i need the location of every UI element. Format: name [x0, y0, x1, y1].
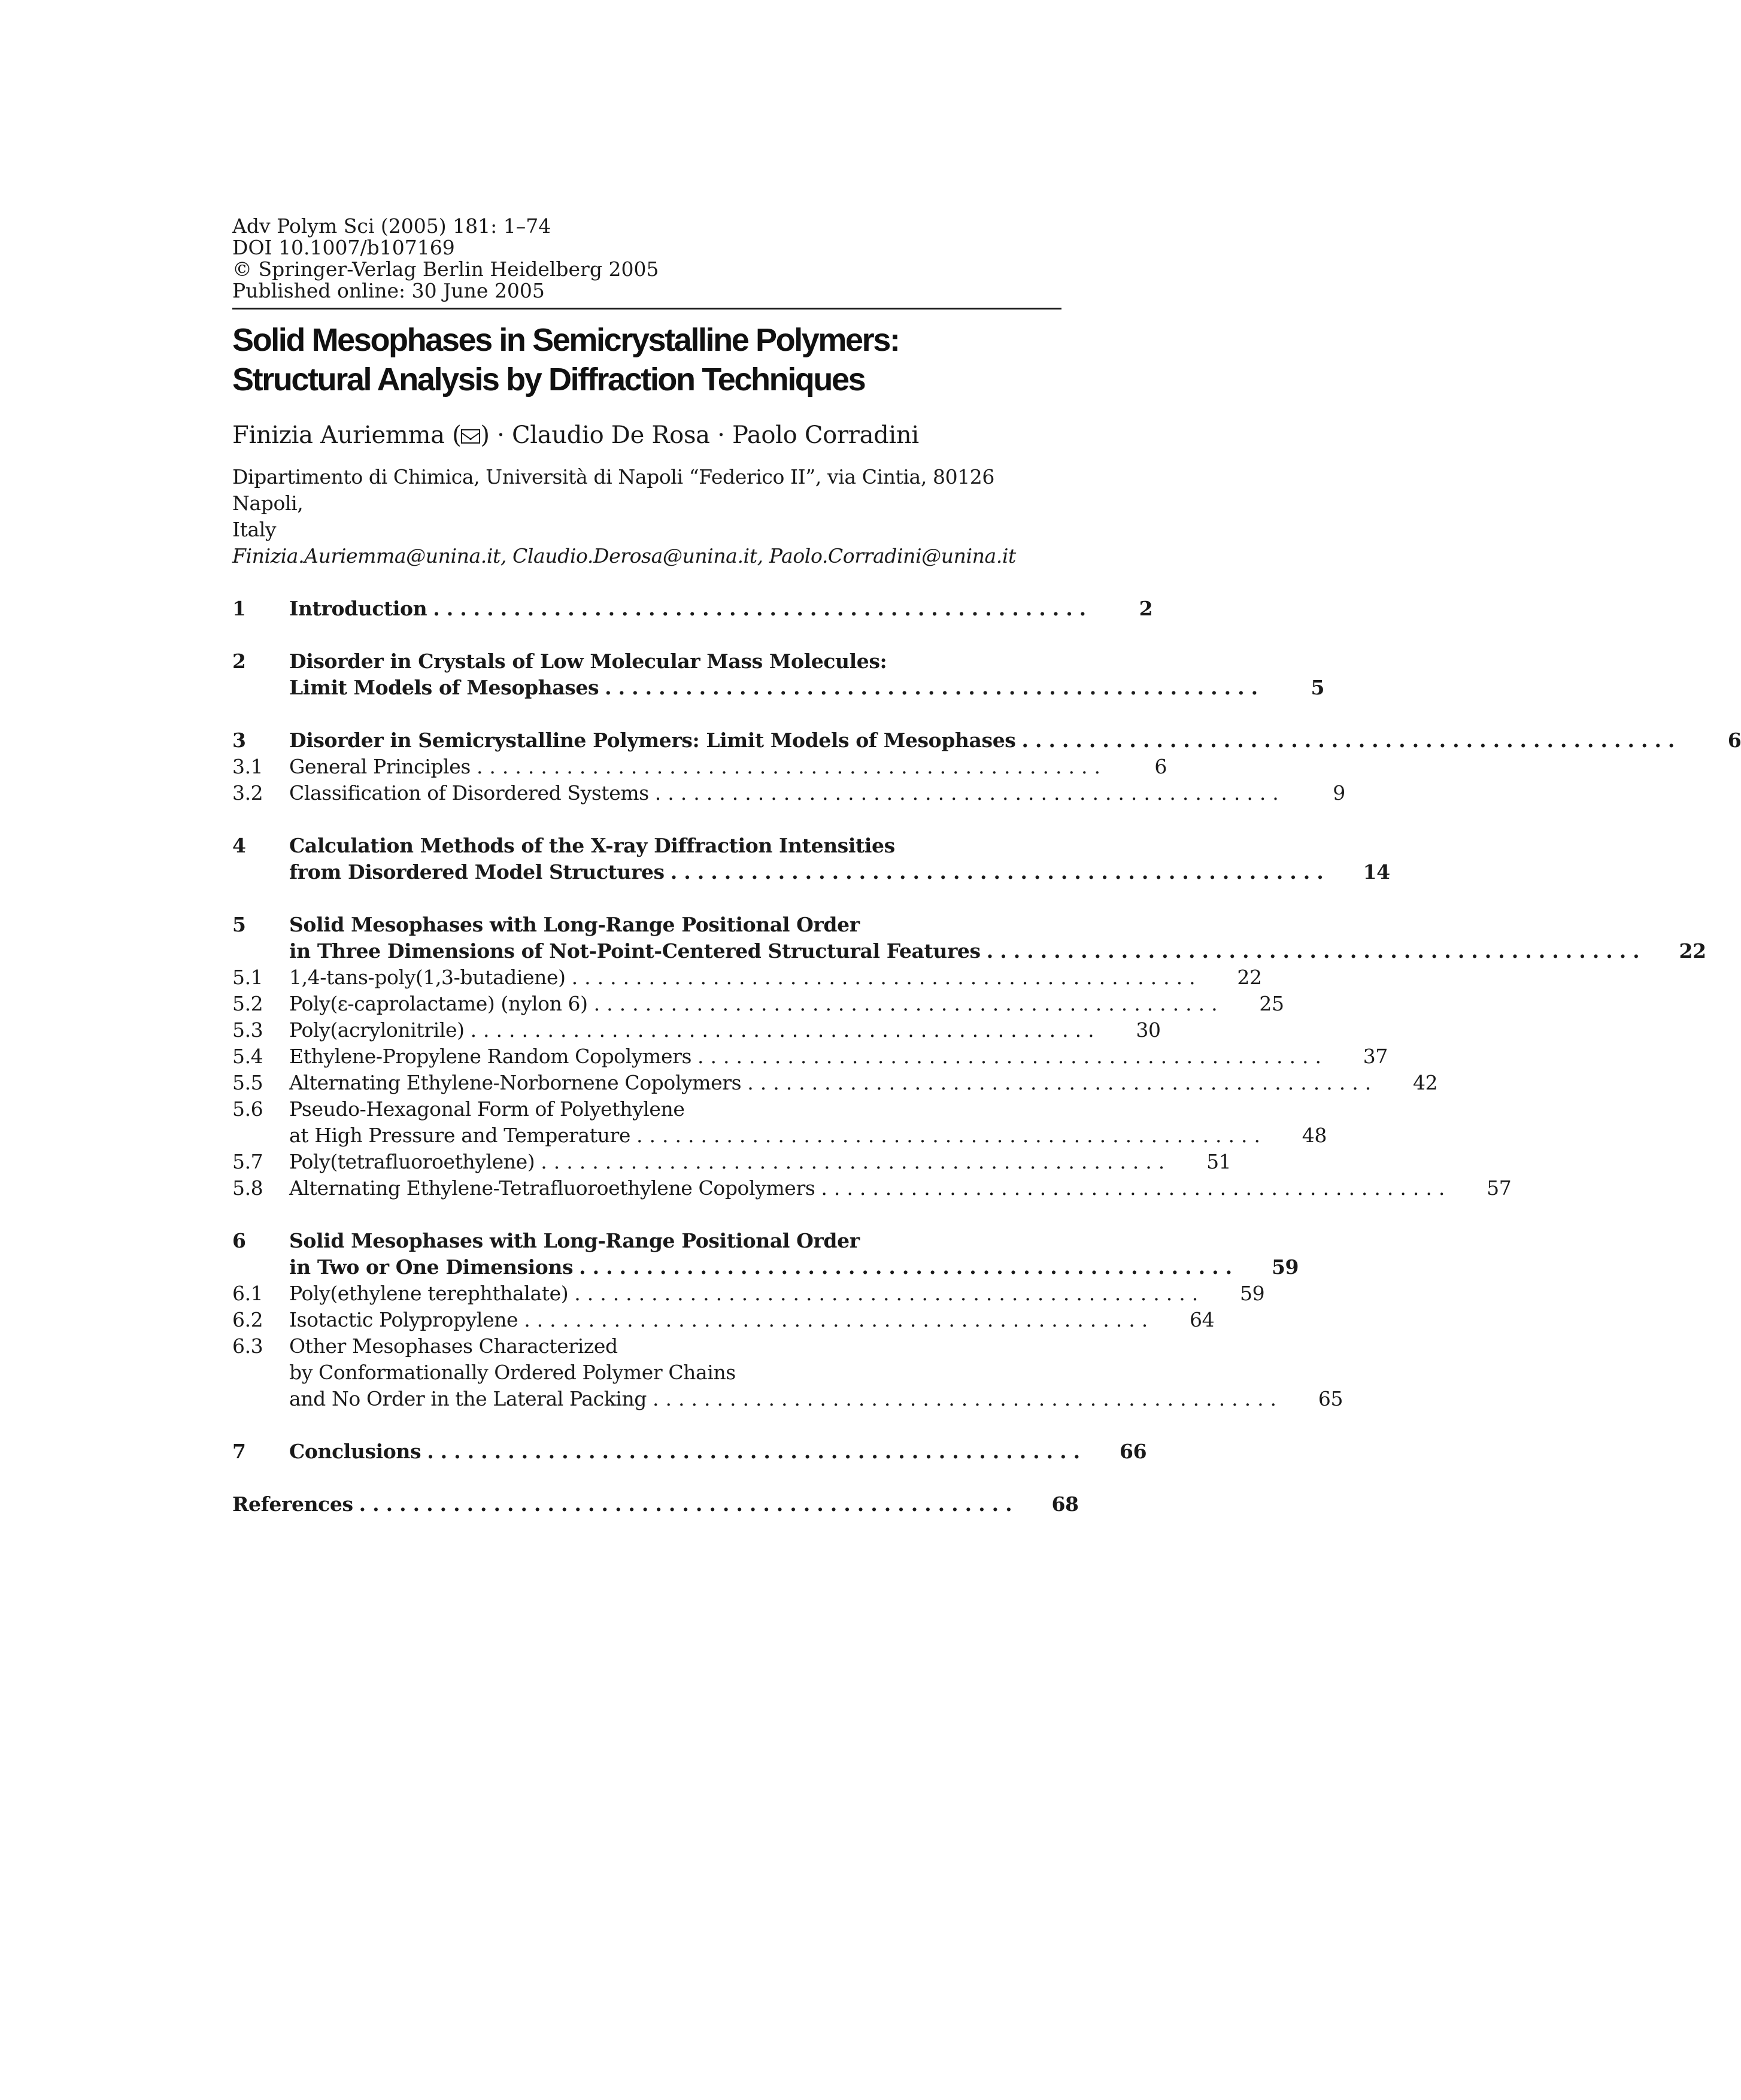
toc-subentry — [232, 991, 1284, 1017]
author-name: Paolo Corradini — [732, 421, 919, 449]
leader-dots: ................................................. — [986, 939, 1646, 963]
toc-number: 5.8 — [232, 1176, 263, 1200]
leader-dots: ................................................. — [427, 1440, 1087, 1463]
toc-title: Pseudo-Hexagonal Form of Polyethylene — [289, 1097, 685, 1121]
toc-page: 9 — [1333, 781, 1345, 805]
toc-page: 22 — [1679, 939, 1706, 963]
toc-title: Disorder in Semicrystalline Polymers: Limit Models of Mesophases — [289, 729, 1016, 752]
toc-page: 6 — [1154, 755, 1167, 778]
toc-subentry — [232, 1386, 1343, 1412]
toc-page: 68 — [1051, 1492, 1079, 1516]
article-title — [232, 320, 1061, 399]
doi: DOI 10.1007/b107169 — [232, 236, 455, 259]
title-line-1: Solid Mesophases in Semicrystalline Polymers: — [232, 322, 899, 358]
author-separator: · — [497, 421, 505, 449]
toc-page: 66 — [1120, 1440, 1147, 1463]
toc-page: 37 — [1363, 1045, 1388, 1068]
leader-dots: ................................................. — [670, 860, 1330, 884]
toc-page: 42 — [1413, 1071, 1438, 1094]
toc-number: 2 — [232, 650, 246, 673]
affiliation — [232, 464, 1061, 543]
affiliation-line: Dipartimento di Chimica, Università di Napoli “Federico II”, via Cintia, 80126 Napoli, — [232, 465, 994, 515]
toc-number: 6.1 — [232, 1282, 263, 1305]
toc-subentry — [232, 1017, 1161, 1043]
leader-dots: ................................................. — [1021, 729, 1682, 752]
toc-page: 25 — [1259, 992, 1284, 1015]
toc-entry — [232, 648, 1325, 701]
toc-subentry — [232, 1122, 1327, 1149]
toc-title: References — [232, 1492, 353, 1516]
toc-page: 51 — [1206, 1150, 1232, 1173]
toc-subentry — [232, 1149, 1232, 1175]
toc-title: Classification of Disordered Systems — [289, 781, 649, 805]
toc-number: 7 — [232, 1440, 246, 1463]
toc-title: Other Mesophases Characterized — [289, 1334, 618, 1358]
toc-entry-references — [232, 1491, 1079, 1518]
title-line-2: Structural Analysis by Diffraction Techniques — [232, 362, 865, 397]
toc-title: Alternating Ethylene-Tetrafluoroethylene Copolymers — [289, 1176, 815, 1200]
toc-title: Poly(acrylonitrile) — [289, 1018, 465, 1042]
toc-page: 22 — [1237, 966, 1262, 989]
toc-subentry — [232, 1096, 1061, 1122]
toc-number: 5.2 — [232, 992, 263, 1015]
leader-dots: ................................................. — [654, 781, 1285, 805]
toc-page: 59 — [1271, 1255, 1299, 1279]
toc-title: Conclusions — [289, 1440, 421, 1463]
envelope-icon — [461, 429, 480, 444]
toc-subentry — [232, 1333, 1061, 1359]
published-date: Published online: 30 June 2005 — [232, 279, 545, 302]
toc-number: 3.2 — [232, 781, 263, 805]
journal-citation: Adv Polym Sci (2005) 181: 1–74 — [232, 214, 551, 238]
toc-title: Limit Models of Mesophases — [289, 676, 599, 699]
toc-title: from Disordered Model Structures — [289, 860, 665, 884]
toc-number: 5 — [232, 913, 246, 936]
toc-number: 5.3 — [232, 1018, 263, 1042]
leader-dots: ................................................. — [653, 1387, 1284, 1410]
toc-number: 3.1 — [232, 755, 263, 778]
toc-title: Solid Mesophases with Long-Range Positional Order — [289, 913, 860, 936]
leader-dots: ................................................. — [524, 1308, 1155, 1331]
toc-entry — [232, 727, 1741, 806]
toc-number: 5.4 — [232, 1045, 263, 1068]
leader-dots: ................................................. — [571, 966, 1202, 989]
toc-number: 1 — [232, 597, 246, 620]
header-rule — [232, 308, 1061, 309]
toc-page: 57 — [1487, 1176, 1512, 1200]
author-list: Finizia Auriemma ( ) · Claudio De Rosa · Paolo Corradini — [232, 421, 919, 449]
author-emails: Finizia.Auriemma@unina.it, Claudio.Derosa@unina.it, Paolo.Corradini@unina.it — [232, 544, 1016, 568]
toc-number: 5.7 — [232, 1150, 263, 1173]
leader-dots: ................................................. — [579, 1255, 1239, 1279]
toc-page: 2 — [1139, 597, 1153, 620]
toc-number: 5.6 — [232, 1097, 263, 1121]
toc-page: 30 — [1136, 1018, 1161, 1042]
toc-title: Solid Mesophases with Long-Range Positional Order — [289, 1229, 860, 1252]
toc-subentry — [232, 1359, 1061, 1386]
author-name: Finizia Auriemma — [232, 421, 445, 449]
leader-dots: ................................................. — [476, 755, 1107, 778]
toc-title: Poly(ethylene terephthalate) — [289, 1282, 569, 1305]
leader-dots: ................................................. — [697, 1045, 1328, 1068]
toc-title: and No Order in the Lateral Packing — [289, 1387, 647, 1410]
toc-subentry — [232, 780, 1345, 806]
table-of-contents — [232, 596, 1741, 1518]
toc-title: Poly(ε-caprolactame) (nylon 6) — [289, 992, 588, 1015]
toc-subentry — [232, 1175, 1512, 1201]
toc-page: 14 — [1363, 860, 1390, 884]
leader-dots: ................................................. — [470, 1018, 1101, 1042]
toc-title: Isotactic Polypropylene — [289, 1308, 518, 1331]
toc-entry — [232, 833, 1390, 885]
affiliation-line: Italy — [232, 518, 277, 541]
toc-title: Poly(tetrafluoroethylene) — [289, 1150, 535, 1173]
toc-number: 4 — [232, 834, 246, 857]
leader-dots: ................................................. — [747, 1071, 1378, 1094]
author-separator: · — [717, 421, 725, 449]
leader-dots: ................................................. — [574, 1282, 1205, 1305]
leader-dots: ................................................. — [636, 1124, 1267, 1147]
toc-page: 64 — [1189, 1308, 1215, 1331]
toc-title: Alternating Ethylene-Norbornene Copolymers — [289, 1071, 742, 1094]
toc-subentry — [232, 964, 1262, 991]
article-first-page — [232, 214, 1741, 1518]
toc-title: by Conformationally Ordered Polymer Chains — [289, 1361, 736, 1384]
toc-title: Ethylene-Propylene Random Copolymers — [289, 1045, 691, 1068]
toc-entry — [232, 1228, 1343, 1412]
copyright: © Springer-Verlag Berlin Heidelberg 2005 — [232, 257, 659, 281]
leader-dots: ................................................. — [605, 676, 1265, 699]
toc-title: in Three Dimensions of Not-Point-Centered Structural Features — [289, 939, 981, 963]
toc-title: 1,4-tans-poly(1,3-butadiene) — [289, 966, 566, 989]
toc-entry — [232, 1439, 1147, 1465]
leader-dots: ................................................. — [593, 992, 1224, 1015]
toc-number: 6.3 — [232, 1334, 263, 1358]
author-name: Claudio De Rosa — [512, 421, 710, 449]
leader-dots: ................................................. — [821, 1176, 1452, 1200]
toc-title: Disorder in Crystals of Low Molecular Mass Molecules: — [289, 650, 887, 673]
toc-entry — [232, 596, 1153, 622]
toc-subentry — [232, 1043, 1388, 1070]
toc-number: 5.5 — [232, 1071, 263, 1094]
toc-page: 65 — [1318, 1387, 1343, 1410]
toc-page: 5 — [1311, 676, 1325, 699]
toc-number: 5.1 — [232, 966, 263, 989]
toc-page: 48 — [1302, 1124, 1327, 1147]
toc-page: 6 — [1727, 729, 1741, 752]
toc-number: 3 — [232, 729, 246, 752]
toc-title: in Two or One Dimensions — [289, 1255, 574, 1279]
toc-title: at High Pressure and Temperature — [289, 1124, 630, 1147]
toc-subentry — [232, 1307, 1215, 1333]
toc-title: Calculation Methods of the X-ray Diffraction Intensities — [289, 834, 895, 857]
toc-entry — [232, 912, 1706, 1201]
leader-dots: ................................................. — [433, 597, 1093, 620]
toc-title: Introduction — [289, 597, 427, 620]
toc-title: General Principles — [289, 755, 471, 778]
toc-subentry — [232, 1280, 1265, 1307]
publication-info — [232, 216, 1061, 302]
toc-subentry — [232, 1070, 1438, 1096]
leader-dots: ................................................. — [541, 1150, 1172, 1173]
toc-number: 6 — [232, 1229, 246, 1252]
leader-dots: ................................................. — [359, 1492, 1019, 1516]
toc-number: 6.2 — [232, 1308, 263, 1331]
toc-page: 59 — [1240, 1282, 1265, 1305]
toc-subentry — [232, 754, 1167, 780]
